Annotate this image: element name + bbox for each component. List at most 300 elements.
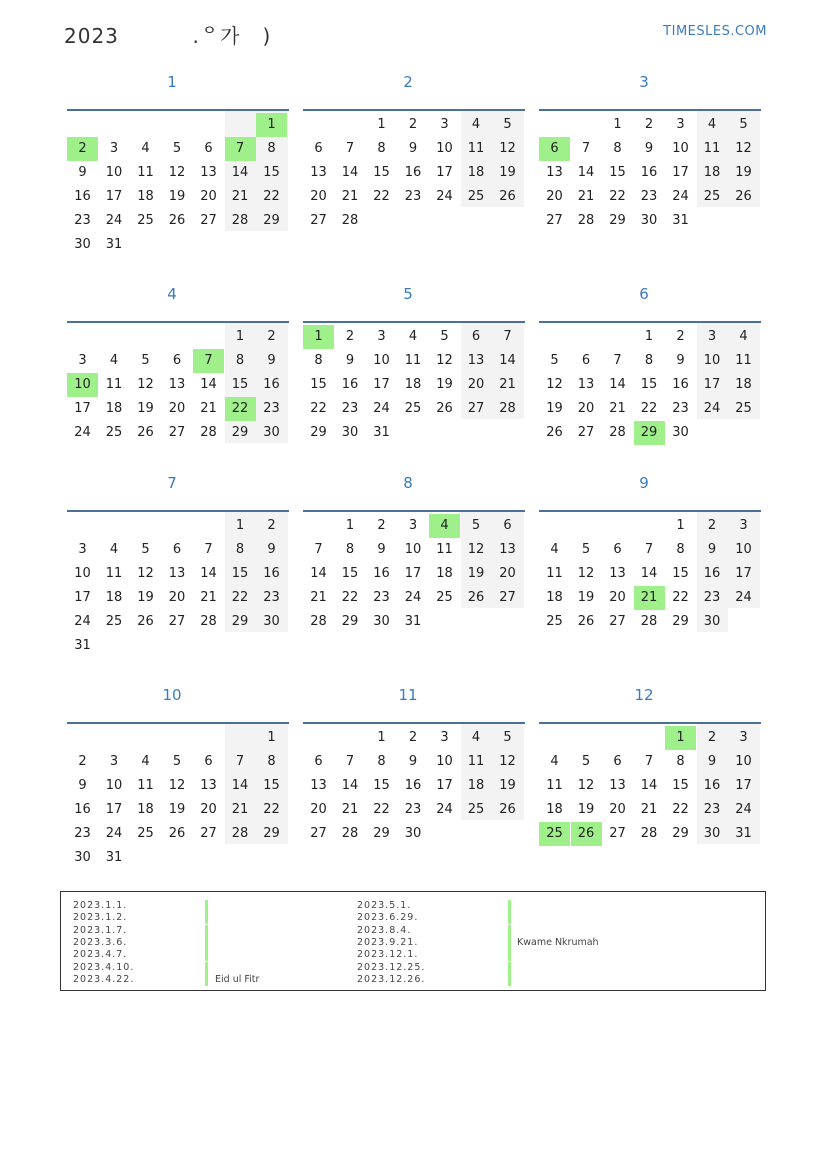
day-cell: 29 [609, 213, 626, 228]
day-cell: 27 [200, 826, 217, 841]
day-cell: 30 [404, 826, 422, 841]
day-cell: 23 [74, 213, 91, 228]
day-cell: 15 [341, 566, 359, 581]
month-days-grid [539, 722, 761, 868]
day-cell: 24 [74, 425, 91, 440]
day-cell: 5 [739, 117, 748, 132]
day-cell: 24 [672, 189, 689, 204]
day-cell: 5 [172, 754, 182, 769]
day-cell: 8 [613, 141, 622, 156]
legend-date: 2023.8.4. [357, 924, 412, 936]
day-cell: 18 [467, 778, 485, 793]
day-cell: 1 [377, 730, 386, 745]
day-cell: 29 [341, 614, 359, 629]
legend-holiday-marker [205, 900, 208, 912]
day-cell: 13 [310, 165, 327, 180]
day-cell: 3 [408, 518, 418, 533]
day-cell: 7 [503, 329, 512, 344]
day-cell: 30 [74, 850, 91, 865]
day-cell: 14 [310, 566, 327, 581]
month-name: 1 [167, 73, 177, 91]
day-cell: 21 [231, 189, 249, 204]
day-cell: 7 [204, 542, 213, 557]
day-cell: 10 [436, 754, 453, 769]
legend-holiday-marker [205, 937, 208, 949]
day-cell: 11 [137, 778, 154, 793]
day-cell: 23 [341, 401, 359, 416]
day-cell: 14 [341, 778, 359, 793]
day-cell: 23 [404, 189, 422, 204]
day-cell: 9 [267, 353, 276, 368]
day-cell: 16 [341, 377, 359, 392]
day-cell: 12 [436, 353, 453, 368]
day-cell: 24 [105, 213, 123, 228]
day-cell: 11 [467, 141, 485, 156]
day-cell: 9 [676, 353, 685, 368]
legend-holiday-name: Kwame Nkrumah [517, 936, 599, 948]
day-cell: 17 [436, 165, 453, 180]
day-cell: 13 [577, 377, 595, 392]
day-cell: 30 [672, 425, 689, 440]
day-cell: 22 [310, 401, 327, 416]
day-cell: 21 [499, 377, 516, 392]
day-cell: 12 [546, 377, 563, 392]
day-cell: 17 [74, 590, 91, 605]
day-cell: 6 [172, 353, 182, 368]
day-cell: 16 [703, 778, 721, 793]
day-cell: 14 [231, 778, 249, 793]
day-cell: 6 [613, 754, 622, 769]
day-cell: 16 [263, 377, 280, 392]
legend-holiday-marker [508, 937, 511, 949]
month-days-grid [303, 109, 525, 255]
day-cell: 19 [499, 165, 516, 180]
day-cell: 30 [263, 425, 280, 440]
day-cell: 17 [436, 778, 453, 793]
month-name: 6 [639, 285, 649, 303]
day-cell: 22 [263, 189, 280, 204]
day-cell: 13 [168, 566, 186, 581]
month-days-grid [67, 722, 289, 868]
day-cell: 18 [105, 401, 123, 416]
day-cell: 16 [74, 802, 91, 817]
day-cell: 12 [168, 778, 186, 793]
day-cell: 5 [471, 518, 481, 533]
day-cell: 30 [640, 213, 658, 228]
day-cell: 24 [404, 590, 422, 605]
day-cell: 15 [672, 566, 689, 581]
day-cell: 14 [609, 377, 626, 392]
day-cell: 4 [471, 730, 481, 745]
day-cell: 27 [200, 213, 217, 228]
day-cell: 14 [640, 566, 658, 581]
day-cell: 17 [703, 377, 721, 392]
month-name: 7 [167, 474, 177, 492]
day-cell: 2 [676, 329, 685, 344]
holiday-day-cell: 7 [193, 349, 224, 373]
day-cell: 12 [467, 542, 485, 557]
day-cell: 13 [609, 566, 626, 581]
day-cell: 9 [707, 542, 717, 557]
day-cell: 7 [314, 542, 323, 557]
day-cell: 3 [440, 730, 449, 745]
legend-holiday-marker [508, 912, 511, 924]
day-cell: 28 [231, 213, 249, 228]
day-cell: 18 [735, 377, 752, 392]
day-cell: 1 [676, 518, 685, 533]
day-cell: 31 [672, 213, 689, 228]
day-cell: 28 [640, 826, 658, 841]
day-cell: 16 [640, 165, 658, 180]
holiday-day-cell: 10 [67, 373, 98, 397]
day-cell: 27 [168, 425, 186, 440]
day-cell: 18 [436, 566, 453, 581]
day-cell: 31 [404, 614, 422, 629]
month-days-grid [539, 321, 761, 467]
day-cell: 21 [341, 189, 359, 204]
day-cell: 11 [105, 377, 123, 392]
day-cell: 27 [577, 425, 595, 440]
holiday-day-cell: 1 [665, 726, 696, 750]
day-cell: 6 [204, 141, 213, 156]
day-cell: 7 [345, 754, 355, 769]
day-cell: 2 [267, 329, 276, 344]
day-cell: 12 [577, 566, 595, 581]
day-cell: 18 [105, 590, 123, 605]
day-cell: 8 [377, 141, 386, 156]
day-cell: 30 [703, 614, 721, 629]
day-cell: 15 [609, 165, 626, 180]
month-days-grid [539, 510, 761, 656]
day-cell: 6 [204, 754, 213, 769]
day-cell: 3 [377, 329, 386, 344]
month-days-grid [67, 510, 289, 656]
day-cell: 2 [644, 117, 654, 132]
legend-date: 2023.9.21. [357, 936, 419, 948]
day-cell: 8 [644, 353, 654, 368]
day-cell: 1 [644, 329, 654, 344]
legend-date: 2023.4.7. [73, 949, 128, 961]
day-cell: 1 [613, 117, 622, 132]
day-cell: 24 [735, 590, 752, 605]
day-cell: 21 [341, 802, 359, 817]
day-cell: 2 [707, 518, 717, 533]
day-cell: 13 [168, 377, 186, 392]
day-cell: 10 [735, 542, 752, 557]
day-cell: 29 [672, 826, 689, 841]
day-cell: 23 [74, 826, 91, 841]
day-cell: 17 [105, 189, 123, 204]
day-cell: 2 [707, 730, 717, 745]
day-cell: 16 [74, 189, 91, 204]
day-cell: 9 [644, 141, 654, 156]
day-cell: 19 [137, 401, 154, 416]
holiday-day-cell: 1 [303, 325, 334, 349]
day-cell: 31 [74, 638, 91, 653]
day-cell: 21 [640, 802, 658, 817]
day-cell: 5 [141, 542, 150, 557]
day-cell: 20 [467, 377, 485, 392]
day-cell: 10 [105, 778, 123, 793]
day-cell: 13 [609, 778, 626, 793]
day-cell: 21 [310, 590, 327, 605]
day-cell: 18 [404, 377, 422, 392]
legend-holiday-marker [508, 900, 511, 912]
legend-date: 2023.5.1. [357, 900, 412, 911]
day-cell: 16 [404, 778, 422, 793]
day-cell: 3 [109, 754, 119, 769]
month-days-grid [303, 510, 525, 656]
day-cell: 18 [137, 802, 154, 817]
day-cell: 9 [377, 542, 386, 557]
day-cell: 23 [703, 802, 721, 817]
day-cell: 19 [168, 802, 186, 817]
day-cell: 14 [341, 165, 359, 180]
day-cell: 29 [373, 826, 390, 841]
day-cell: 6 [503, 518, 512, 533]
day-cell: 12 [137, 566, 154, 581]
day-cell: 23 [404, 802, 422, 817]
day-cell: 8 [235, 542, 245, 557]
day-cell: 28 [609, 425, 626, 440]
month-name: 12 [634, 686, 654, 704]
day-cell: 18 [467, 165, 485, 180]
day-cell: 5 [141, 353, 150, 368]
day-cell: 7 [345, 141, 355, 156]
legend-date: 2023.1.1. [73, 900, 128, 911]
day-cell: 17 [404, 566, 422, 581]
day-cell: 27 [546, 213, 563, 228]
day-cell: 5 [581, 754, 591, 769]
day-cell: 12 [577, 778, 595, 793]
day-cell: 3 [739, 730, 748, 745]
day-cell: 7 [644, 754, 654, 769]
day-cell: 3 [109, 141, 119, 156]
day-cell: 12 [499, 754, 516, 769]
day-cell: 16 [263, 566, 280, 581]
legend-date: 2023.1.2. [73, 912, 128, 924]
day-cell: 27 [310, 826, 327, 841]
day-cell: 30 [74, 237, 91, 252]
day-cell: 27 [609, 826, 626, 841]
day-cell: 4 [707, 117, 717, 132]
day-cell: 14 [231, 165, 249, 180]
day-cell: 19 [137, 590, 154, 605]
month-name: 11 [398, 686, 418, 704]
day-cell: 19 [577, 590, 595, 605]
day-cell: 12 [168, 165, 186, 180]
day-cell: 23 [703, 590, 721, 605]
day-cell: 17 [373, 377, 390, 392]
day-cell: 19 [168, 189, 186, 204]
day-cell: 12 [137, 377, 154, 392]
day-cell: 1 [235, 329, 245, 344]
day-cell: 29 [310, 425, 327, 440]
day-cell: 23 [263, 590, 280, 605]
day-cell: 3 [707, 329, 717, 344]
day-cell: 28 [499, 401, 516, 416]
day-cell: 14 [499, 353, 516, 368]
day-cell: 9 [78, 165, 87, 180]
day-cell: 8 [267, 141, 276, 156]
day-cell: 8 [267, 754, 276, 769]
day-cell: 24 [74, 614, 91, 629]
day-cell: 24 [436, 802, 453, 817]
day-cell: 13 [200, 778, 217, 793]
day-cell: 4 [550, 754, 559, 769]
day-cell: 22 [231, 590, 249, 605]
day-cell: 9 [78, 778, 87, 793]
day-cell: 27 [168, 614, 186, 629]
day-cell: 9 [408, 754, 418, 769]
holiday-day-cell: 2 [67, 137, 98, 161]
day-cell: 23 [373, 590, 390, 605]
day-cell: 28 [310, 614, 327, 629]
day-cell: 8 [345, 542, 355, 557]
day-cell: 16 [373, 566, 390, 581]
day-cell: 26 [168, 213, 186, 228]
day-cell: 26 [137, 614, 154, 629]
holiday-day-cell: 1 [256, 113, 287, 137]
day-cell: 15 [231, 566, 249, 581]
day-cell: 20 [200, 189, 217, 204]
day-cell: 11 [137, 165, 154, 180]
month-name: 8 [403, 474, 413, 492]
day-cell: 21 [200, 590, 217, 605]
day-cell: 2 [267, 518, 276, 533]
day-cell: 15 [231, 377, 249, 392]
month-days-grid [67, 321, 289, 467]
holiday-legend [60, 891, 766, 991]
day-cell: 30 [703, 826, 721, 841]
day-cell: 11 [735, 353, 752, 368]
day-cell: 25 [105, 425, 123, 440]
day-cell: 2 [377, 518, 386, 533]
day-cell: 5 [581, 542, 591, 557]
day-cell: 3 [78, 542, 87, 557]
day-cell: 22 [263, 802, 280, 817]
day-cell: 4 [141, 754, 150, 769]
day-cell: 29 [263, 826, 280, 841]
day-cell: 15 [263, 778, 280, 793]
day-cell: 28 [231, 826, 249, 841]
day-cell: 21 [231, 802, 249, 817]
legend-holiday-marker [508, 925, 511, 937]
day-cell: 4 [471, 117, 481, 132]
day-cell: 22 [373, 189, 390, 204]
day-cell: 20 [168, 590, 186, 605]
day-cell: 22 [373, 802, 390, 817]
legend-date: 2023.12.26. [357, 973, 426, 985]
month-days-grid [67, 109, 289, 255]
month-days-grid [303, 321, 525, 467]
day-cell: 19 [436, 377, 453, 392]
day-cell: 28 [577, 213, 595, 228]
month-days-grid [539, 109, 761, 255]
day-cell: 17 [105, 802, 123, 817]
day-cell: 29 [231, 425, 249, 440]
month-name: 10 [162, 686, 182, 704]
day-cell: 19 [546, 401, 563, 416]
day-cell: 19 [735, 165, 752, 180]
day-cell: 20 [499, 566, 516, 581]
day-cell: 2 [408, 730, 418, 745]
day-cell: 7 [613, 353, 622, 368]
legend-date: 2023.12.25. [357, 961, 426, 973]
day-cell: 23 [263, 401, 280, 416]
day-cell: 16 [672, 377, 689, 392]
day-cell: 21 [609, 401, 626, 416]
day-cell: 1 [267, 730, 276, 745]
holiday-day-cell: 6 [539, 137, 570, 161]
legend-holiday-marker [508, 949, 511, 961]
day-cell: 10 [672, 141, 689, 156]
day-cell: 26 [467, 590, 485, 605]
day-cell: 22 [341, 590, 359, 605]
day-cell: 14 [200, 377, 217, 392]
day-cell: 25 [735, 401, 752, 416]
legend-holiday-marker [205, 962, 208, 974]
day-cell: 29 [263, 213, 280, 228]
day-cell: 28 [341, 213, 359, 228]
day-cell: 29 [231, 614, 249, 629]
day-cell: 21 [200, 401, 217, 416]
day-cell: 19 [467, 566, 485, 581]
month-name: 9 [639, 474, 649, 492]
day-cell: 26 [168, 826, 186, 841]
holiday-day-cell: 7 [225, 137, 256, 161]
day-cell: 10 [436, 141, 453, 156]
day-cell: 30 [341, 425, 359, 440]
day-cell: 15 [263, 165, 280, 180]
day-cell: 18 [703, 165, 721, 180]
day-cell: 22 [609, 189, 626, 204]
day-cell: 5 [503, 117, 512, 132]
legend-date: 2023.6.29. [357, 912, 419, 924]
day-cell: 26 [499, 802, 516, 817]
day-cell: 10 [404, 542, 422, 557]
day-cell: 6 [172, 542, 182, 557]
month-days-grid [303, 722, 525, 868]
day-cell: 18 [546, 590, 563, 605]
month-name: 4 [167, 285, 177, 303]
day-cell: 16 [404, 165, 422, 180]
day-cell: 8 [314, 353, 323, 368]
day-cell: 28 [200, 425, 217, 440]
day-cell: 14 [640, 778, 658, 793]
legend-holiday-marker [205, 949, 208, 961]
day-cell: 13 [467, 353, 485, 368]
brand-logo-text[interactable]: TIMESLES.COM [663, 24, 767, 39]
day-cell: 7 [235, 754, 245, 769]
day-cell: 14 [200, 566, 217, 581]
day-cell: 4 [141, 141, 150, 156]
day-cell: 11 [105, 566, 123, 581]
day-cell: 7 [581, 141, 591, 156]
page-title: 2023 .ᄋ가 ) [64, 24, 272, 48]
day-cell: 24 [373, 401, 390, 416]
day-cell: 13 [546, 165, 563, 180]
day-cell: 25 [546, 614, 563, 629]
day-cell: 19 [577, 802, 595, 817]
day-cell: 15 [373, 778, 390, 793]
day-cell: 5 [172, 141, 182, 156]
day-cell: 12 [735, 141, 752, 156]
day-cell: 19 [499, 778, 516, 793]
day-cell: 8 [676, 754, 685, 769]
day-cell: 5 [550, 353, 559, 368]
day-cell: 25 [467, 189, 485, 204]
